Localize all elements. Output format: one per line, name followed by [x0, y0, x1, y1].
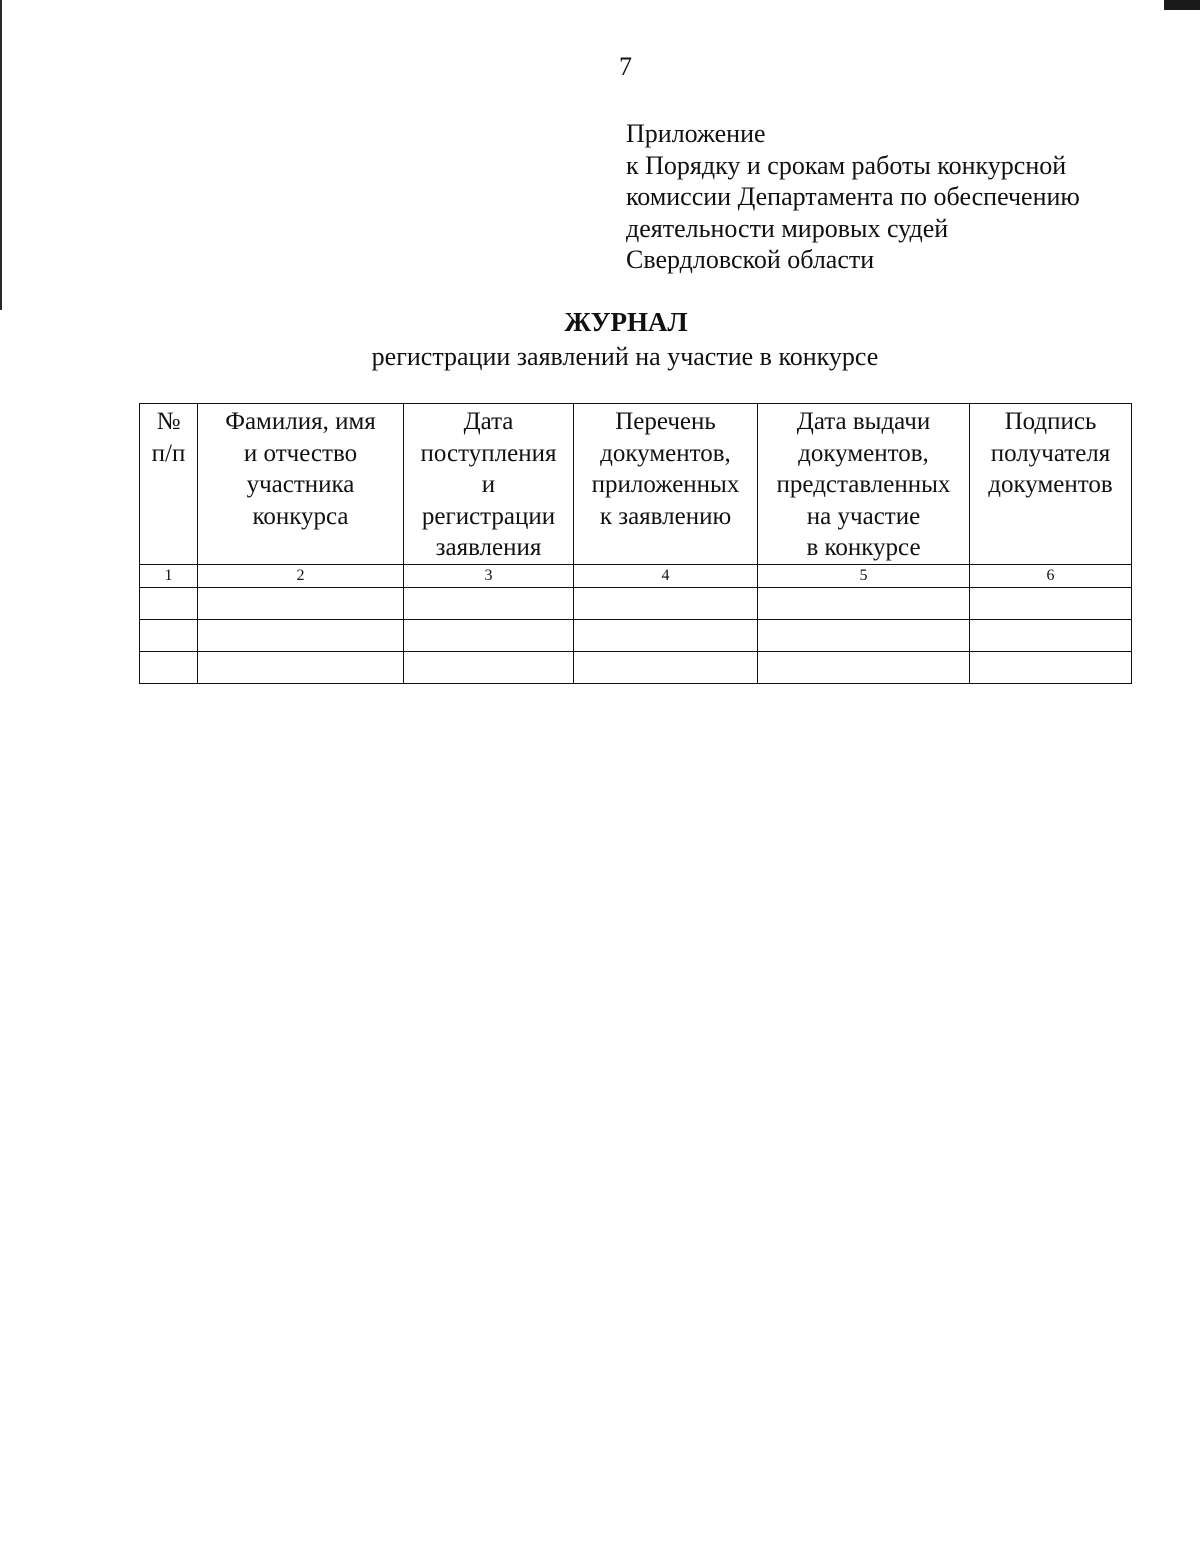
- table-cell: [140, 651, 198, 683]
- column-number: 6: [970, 564, 1132, 587]
- scan-edge-left: [0, 0, 2, 310]
- column-number: 5: [758, 564, 970, 587]
- appendix-line: деятельности мировых судей: [626, 213, 949, 243]
- table-cell: [198, 651, 404, 683]
- table-cell: [404, 619, 574, 651]
- column-number-row: [140, 564, 1132, 587]
- appendix-line: Приложение: [626, 119, 766, 148]
- table-cell: [970, 651, 1132, 683]
- header-cell-participant-name: Фамилия, имя и отчество участника конкурса: [198, 404, 404, 565]
- header-cell-recipient-signature: Подпись получателя документов: [970, 404, 1132, 565]
- table-cell: [574, 651, 758, 683]
- table-cell: [404, 651, 574, 683]
- column-number: 3: [404, 564, 574, 587]
- table-cell: [758, 587, 970, 619]
- column-number: 1: [140, 564, 198, 587]
- header-row: [140, 404, 1132, 565]
- appendix-line: к Порядку и срокам работы конкурсной: [626, 150, 1067, 180]
- appendix-block: [626, 118, 1080, 276]
- table-cell: [198, 587, 404, 619]
- table-row: [140, 651, 1132, 683]
- table-cell: [198, 619, 404, 651]
- table-cell: [758, 651, 970, 683]
- header-cell-document-list: Перечень документов, приложенных к заявлению: [574, 404, 758, 565]
- header-cell-issue-date: Дата выдачи документов, представленных на участие в конкурсе: [758, 404, 970, 565]
- journal-subtitle: регистрации заявлений на участие в конкурсе: [371, 342, 879, 371]
- table-cell: [758, 619, 970, 651]
- table-cell: [140, 619, 198, 651]
- table-cell: [574, 587, 758, 619]
- journal-title: ЖУРНАЛ: [564, 307, 688, 337]
- page-number: 7: [619, 52, 632, 81]
- table-cell: [404, 587, 574, 619]
- scan-edge-right: [1164, 0, 1200, 10]
- journal-table: [139, 403, 1132, 684]
- header-cell-number: № п/п: [140, 404, 198, 565]
- table-row: [140, 587, 1132, 619]
- column-number: 2: [198, 564, 404, 587]
- table-cell: [970, 587, 1132, 619]
- appendix-line: Свердловской области: [626, 245, 875, 274]
- table-cell: [970, 619, 1132, 651]
- table-row: [140, 619, 1132, 651]
- appendix-line: комиссии Департамента по обеспечению: [626, 182, 1080, 211]
- table-cell: [574, 619, 758, 651]
- table-cell: [140, 587, 198, 619]
- header-cell-receipt-date: Дата поступления и регистрации заявления: [404, 404, 574, 565]
- column-number: 4: [574, 564, 758, 587]
